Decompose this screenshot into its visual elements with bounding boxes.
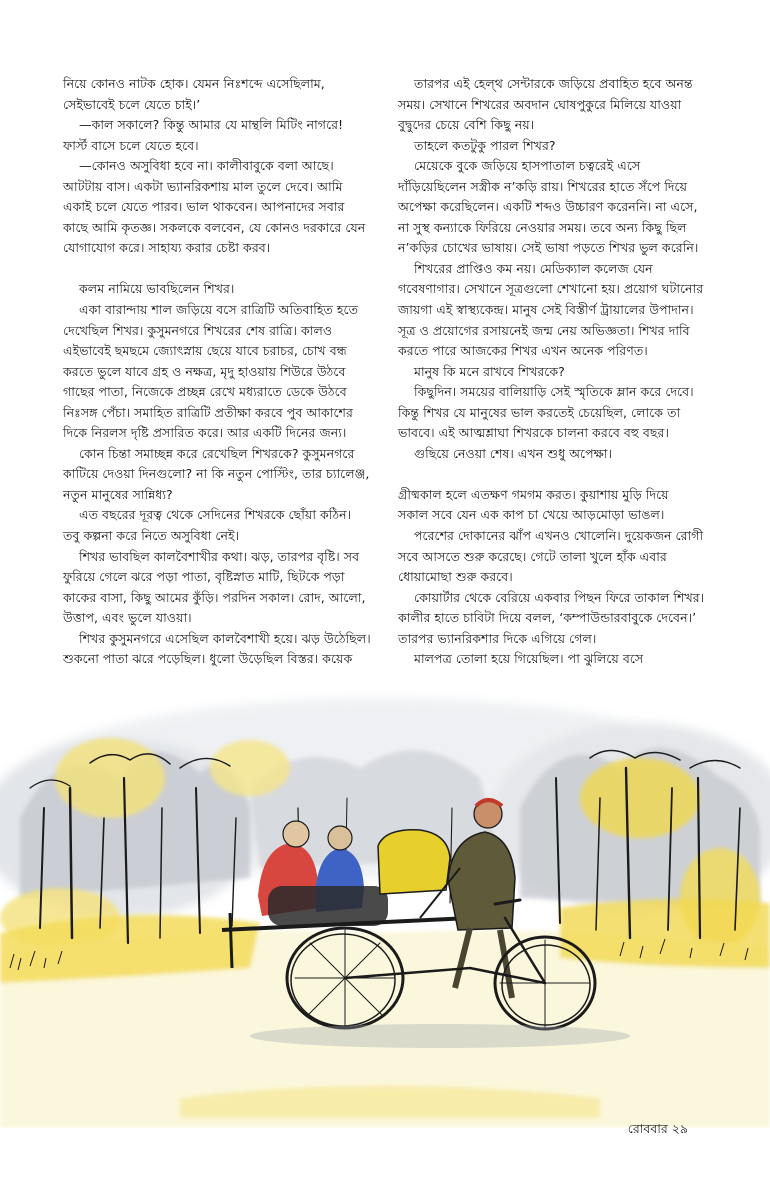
paragraph: —কোনও অসুবিধা হবে না। কালীবাবুকে বলা আছে। আটটায় বাস। একটা ভ্যানরিকশায় মাল তুলে দেবে। আমি একাই চলে যেতে পারব। ভাল থাকবেন। আপনাদের সবার কাছে আমি কৃতজ্ঞ। সকলকে বলবেন, যে কোনও দরকারে যেন যোগাযোগ করে। সাহায্য করার চেষ্টা করব।	[63, 158, 366, 256]
paragraph: মালপত্র তোলা হয়ে গিয়েছিল। পা ঝুলিয়ে বসে	[414, 651, 644, 667]
paragraph: শিখর ভাবছিল কালবৈশাখীর কথা। ঝড়, তারপর বৃষ্টি। সব ফুরিয়ে গেলে ঝরে পড়া পাতা, বৃষ্টিস্নাত মাটি, ছিটকে পড়া কাকের বাসা, কিছু আমের কুঁড়ি। পরদিন সকাল। রোদ, আলো, উত্তাপ, এবং ভুলে যাওয়া।	[63, 548, 366, 626]
paragraph: গুছিয়ে নেওয়া শেষ। এখন শুধু অপেক্ষা।	[414, 445, 613, 461]
right-text-column	[398, 74, 733, 752]
black-trunk	[268, 886, 388, 926]
paragraph: —কাল সকালে? কিন্তু আমার যে মান্থলি মিটিং নাগরে! ফার্স্ট বাসে চলে যেতে হবে।	[63, 117, 344, 153]
paragraph: একা বারান্দায় শাল জড়িয়ে বসে রাত্রিটি অতিবাহিত হতে দেখেছিল শিখর। কুসুমনগরে শিখরের শেষ রাত্রি। কালও এইভাবেই ছমছমে জ্যোৎস্নায় ছেয়ে যাবে চরাচর, চোখ বন্ধ করতে ভুলে যাবে গ্রহ ও নক্ষত্র, মৃদু হাওয়ায় শিউরে উঠবে গাছের পাতা, নিজেকে প্রচ্ছন্ন রেখে মধ্যরাতে ডেকে উঠবে নিঃসঙ্গ পেঁচা। সমাহিত রাত্রিটি প্রতীক্ষা করবে পুব আকাশের দিকে নিরলস দৃষ্টি প্রসারিত করে। আর একটি দিনের জন্য।	[63, 301, 359, 441]
section-break	[398, 464, 733, 485]
paragraph: নিয়ে কোনও নাটক হোক। যেমন নিঃশব্দে এসেছিলাম, সেইভাবেই চলে যেতে চাই।’	[63, 76, 325, 112]
left-text-column	[63, 74, 398, 752]
rickshaw-illustration	[0, 668, 770, 1128]
paragraph: শিখর কুসুমনগরে এসেছিল কালবৈশাখী হয়ে। ঝড় উঠেছিল। শুকনো পাতা ঝরে পড়েছিল। ধুলো উড়েছিল বিস্তর। কয়েক	[63, 630, 371, 667]
paragraph: মেয়েকে বুকে জড়িয়ে হাসপাতাল চত্বরেই এসে দাঁড়িয়েছিলেন সস্ত্রীক ন’কড়ি রায়। শিখরের হাতে সঁপে দিয়ে অপেক্ষা করেছিলেন। একটি শব্দও উচ্চারণ করেননি। না এসে, না সুস্থ কন্যাকে ফিরিয়ে নেওয়ার সময়। তবে অন্য কিছু ছিল ন’কড়ির চোখের ভাষায়। সেই ভাষা পড়তে শিখর ভুল করেনি।	[398, 158, 699, 256]
paragraph: পরেশের দোকানের ঝাঁপ এখনও খোলেনি। দুয়েকজন রোগী সবে আসতে শুরু করেছে। গেটে তালা খুলে হাঁক এবার ধোয়ামোছা শুরু করবে।	[398, 527, 704, 585]
paragraph: কোন চিন্তা সমাচ্ছন্ন করে রেখেছিল শিখরকে? কুসুমনগরে কাটিয়ে দেওয়া দিনগুলো? না কি নতুন পোস্টিং, তার চ্যালেঞ্জ, নতুন মানুষের সান্নিধ্য?	[63, 445, 370, 502]
section-break	[63, 259, 398, 280]
paragraph: শিখরের প্রাপ্তিও কম নয়। মেডিক্যাল কলেজ যেন গবেষণাগার। সেখানে সূত্রগুলো শেখানো হয়। প্রয়োগ ঘটানোর জায়গা এই স্বাস্থ্যকেন্দ্র। মানুষ সেই বিস্তীর্ণ ট্রায়ালের উপাদান। সূত্র ও প্রয়োগের রসায়নেই জন্ম নেয় অভিজ্ঞতা। শিখর দাবি করতে পারে আজকের শিখর এখন অনেক পরিণত।	[398, 260, 704, 359]
paragraph: গ্রীষ্মকাল হলে এতক্ষণ গমগম করত। কুয়াশায় মুড়ি দিয়ে সকাল সবে যেন এক কাপ চা খেয়ে আড়মোড়া ভাঙল।	[398, 486, 669, 523]
paragraph: তারপর এই হেল্‌থ সেন্টারকে জড়িয়ে প্রবাহিত হবে অনন্ত সময়। সেখানে শিখরের অবদান ঘোষপুকুরে মিলিয়ে যাওয়া বুদ্বুদের চেয়ে বেশি কিছু নয়।	[398, 76, 693, 133]
paragraph: এত বছরের দূরত্ব থেকে সেদিনের শিখরকে ছোঁয়া কঠিন। তবু কল্পনা করে নিতে অসুবিধা নেই।	[63, 507, 352, 543]
page-footer: রোববার ২৯	[627, 1121, 688, 1136]
paragraph: কলম নামিয়ে ভাবছিলেন শিখর।	[79, 281, 235, 297]
paragraph: কিছুদিন। সময়ের বালিয়াড়ি সেই স্মৃতিকে ম্লান করে দেবে। কিন্তু শিখর যে মানুষের ভাল করতেই চেয়েছিল, লোকে তা ভাববে। এই আত্মশ্লাঘা শিখরকে চালনা করবে বহু বছর।	[398, 384, 694, 441]
paragraph: মানুষ কি মনে রাখবে শিখরকে?	[414, 363, 565, 379]
paragraph: কোয়ার্টার থেকে বেরিয়ে একবার পিছন ফিরে তাকাল শিখর। কালীর হাতে চাবিটা দিয়ে বলল, ‘কম্পাউন্ডারবাবুকে দেবেন।’ তারপর ভ্যানরিকশার দিকে এগিয়ে গেল।	[398, 589, 705, 646]
yellow-bundle	[378, 830, 450, 894]
paragraph: তাহলে কতটুকু পারল শিখর?	[414, 137, 556, 153]
